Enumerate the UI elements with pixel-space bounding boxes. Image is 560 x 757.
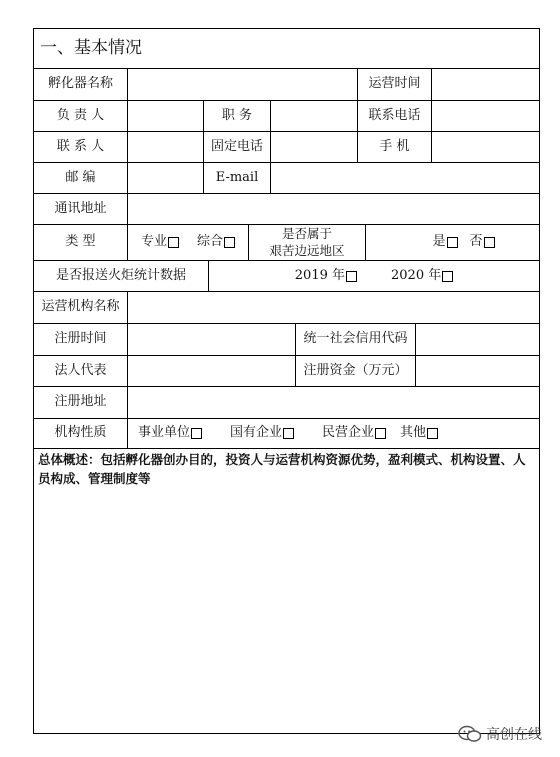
torch-stats-options — [209, 261, 539, 292]
credit-code-field[interactable] — [416, 324, 539, 356]
address-field[interactable] — [128, 194, 539, 225]
remote-no-label: 否 — [469, 234, 483, 250]
watermark-text: 高创在线 — [486, 727, 542, 743]
registered-address-field[interactable] — [128, 387, 539, 419]
type-comprehensive-option[interactable] — [197, 234, 235, 250]
label-torch-stats: 是否报送火炬统计数据 — [34, 261, 209, 292]
type-specialized-checkbox[interactable] — [168, 237, 179, 248]
contact-person-field[interactable] — [128, 132, 204, 163]
label-org-nature: 机构性质 — [34, 419, 128, 449]
label-operation-time: 运营时间 — [358, 69, 432, 101]
public-institution-label: 事业单位 — [138, 425, 191, 441]
incubator-name-field[interactable] — [128, 69, 358, 101]
remote-yes-checkbox[interactable] — [447, 237, 458, 248]
year-2020-label: 2020 年 — [391, 267, 442, 283]
legal-rep-field[interactable] — [128, 356, 296, 387]
form-table — [33, 28, 540, 734]
label-incubator-name: 孵化器名称 — [34, 69, 128, 101]
operation-time-field[interactable] — [432, 69, 539, 101]
org-nature-options — [128, 419, 539, 449]
year-2020-option[interactable] — [391, 268, 453, 284]
label-operator-name: 运营机构名称 — [34, 292, 128, 324]
year-2019-option[interactable] — [295, 268, 357, 284]
private-checkbox[interactable] — [375, 428, 386, 439]
wechat-icon — [458, 725, 482, 743]
type-comprehensive-checkbox[interactable] — [224, 237, 235, 248]
state-owned-checkbox[interactable] — [283, 428, 294, 439]
remote-yes-option[interactable] — [432, 234, 457, 250]
state-owned-label: 国有企业 — [230, 425, 283, 441]
remote-yes-label: 是 — [432, 234, 446, 250]
year-2020-checkbox[interactable] — [442, 271, 453, 282]
label-registered-capital: 注册资金（万元） — [296, 356, 416, 387]
public-institution-checkbox[interactable] — [191, 428, 202, 439]
label-registration-time: 注册时间 — [34, 324, 128, 356]
watermark — [458, 724, 542, 744]
remote-area-options — [366, 225, 539, 261]
label-contact-phone: 联系电话 — [358, 101, 432, 132]
year-2019-checkbox[interactable] — [346, 271, 357, 282]
contact-phone-field[interactable] — [432, 101, 539, 132]
label-position: 职 务 — [204, 101, 271, 132]
type-comprehensive-label: 综合 — [197, 234, 224, 250]
label-landline: 固定电话 — [204, 132, 271, 163]
other-checkbox[interactable] — [427, 428, 438, 439]
operator-name-field[interactable] — [128, 292, 539, 324]
mobile-field[interactable] — [432, 132, 539, 163]
label-type: 类 型 — [34, 225, 128, 261]
email-field[interactable] — [271, 163, 539, 194]
type-specialized-option[interactable] — [141, 234, 179, 250]
landline-field[interactable] — [271, 132, 358, 163]
label-person-in-charge: 负 责 人 — [34, 101, 128, 132]
type-options — [128, 225, 249, 261]
summary-text: 总体概述：包括孵化器创办目的，投资人与运营机构资源优势，盈利模式、机构设置、人员构成、管理制度等 — [38, 452, 526, 486]
type-specialized-label: 专业 — [140, 234, 167, 250]
label-contact-person: 联 系 人 — [34, 132, 128, 163]
remote-area-label-line2: 艰苦边远地区 — [269, 242, 345, 258]
year-2019-label: 2019 年 — [294, 267, 345, 283]
postcode-field[interactable] — [128, 163, 204, 194]
label-credit-code: 统一社会信用代码 — [296, 324, 416, 356]
position-field[interactable] — [271, 101, 358, 132]
public-institution-option[interactable] — [138, 425, 202, 441]
label-email: E-mail — [204, 163, 271, 194]
other-option[interactable] — [400, 425, 438, 441]
label-remote-area — [249, 225, 366, 261]
person-in-charge-field[interactable] — [128, 101, 204, 132]
private-label: 民营企业 — [322, 425, 375, 441]
registration-time-field[interactable] — [128, 324, 296, 356]
section-title: 一、基本情况 — [34, 29, 539, 69]
label-registered-address: 注册地址 — [34, 387, 128, 419]
other-label: 其他 — [400, 425, 427, 441]
remote-area-label-line1: 是否属于 — [281, 225, 332, 241]
registered-capital-field[interactable] — [416, 356, 539, 387]
remote-no-option[interactable] — [470, 234, 495, 250]
label-legal-rep: 法人代表 — [34, 356, 128, 387]
label-address: 通讯地址 — [34, 194, 128, 225]
label-postcode: 邮 编 — [34, 163, 128, 194]
remote-no-checkbox[interactable] — [484, 237, 495, 248]
label-mobile: 手 机 — [358, 132, 432, 163]
state-owned-option[interactable] — [230, 425, 294, 441]
private-option[interactable] — [322, 425, 386, 441]
